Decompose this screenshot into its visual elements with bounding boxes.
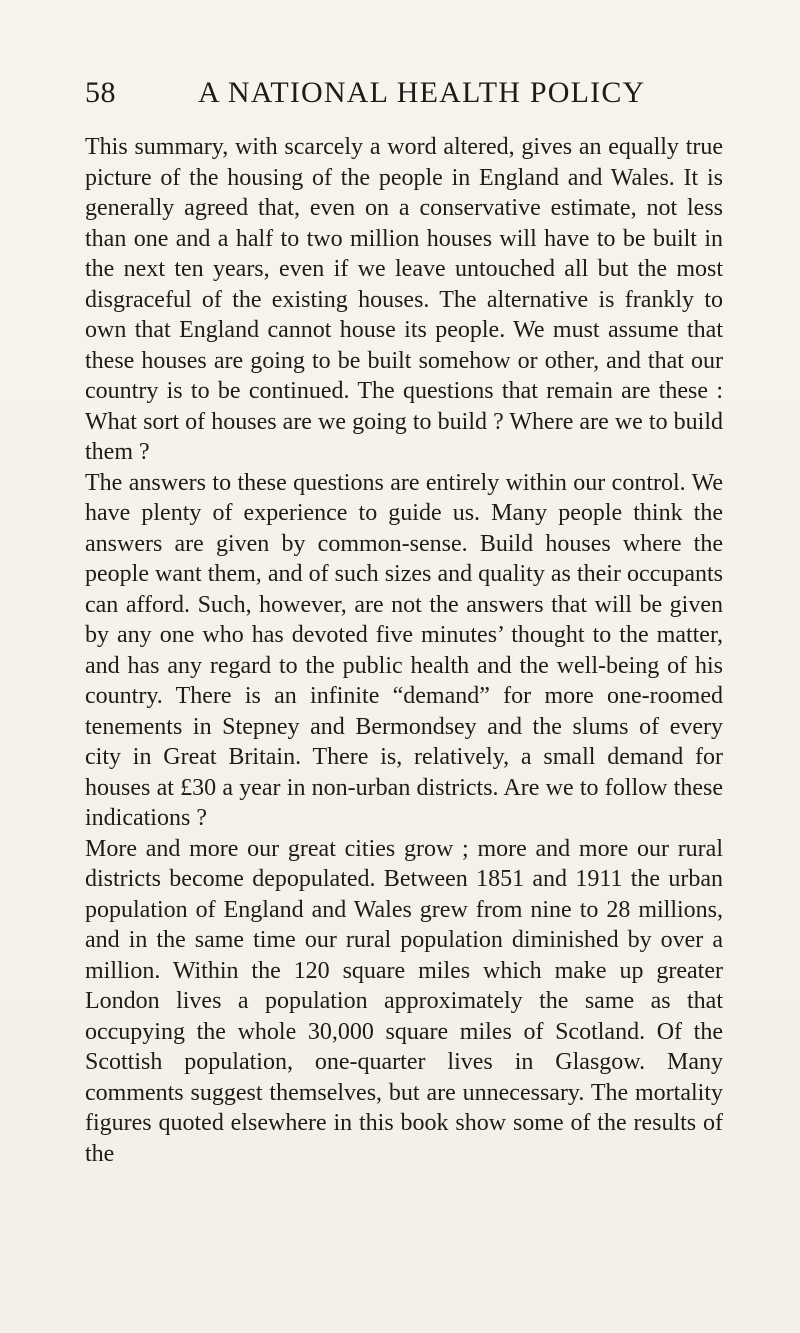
page-header (85, 76, 725, 120)
paragraph-1: This summary, with scarcely a word altered, gives an equally true picture of the housing of the people in England and Wales. It is generally agreed that, even on a conservative estimate, not less than one and a half to two million houses will have to be built in the next ten years, even if we leave untouched all but the most disgraceful of the existing houses. The alternative is frankly to own that England cannot house its people. We must assume that these houses are going to be built somehow or other, and that our country is to be continued. The questions that remain are these : What sort of houses are we going to build ? Where are we to build them ? (85, 134, 723, 465)
body-text (85, 132, 723, 1169)
page-number: 58 (85, 76, 116, 109)
paragraph-3: More and more our great cities grow ; more and more our rural districts become depopulated. Between 1851 and 1911 the urban population of England and Wales grew from nine to 28 millions, and in the same time our rural population diminished by over a million. Within the 120 square miles which make up greater London lives a population approximately the same as that occupying the whole 30,000 square miles of Scotland. Of the Scottish population, one-quarter lives in Glasgow. Many comments suggest themselves, but are unnecessary. The mortality figures quoted elsewhere in this book show some of the results of the (85, 835, 723, 1167)
paragraph-2: The answers to these questions are entirely within our control. We have plenty of experience to guide us. Many people think the answers are given by common-sense. Build houses where the people want them, and of such sizes and quality as their occupants can afford. Such, however, are not the answers that will be given by any one who has devoted five minutes’ thought to the matter, and has any regard to the public health and the well-being of his country. There is an infinite “demand” for more one-roomed tenements in Stepney and Bermondsey and the slums of every city in Great Britain. There is, relatively, a small demand for houses at £30 a year in non-urban districts. Are we to follow these indications ? (85, 469, 723, 831)
running-title: A NATIONAL HEALTH POLICY (198, 76, 646, 109)
